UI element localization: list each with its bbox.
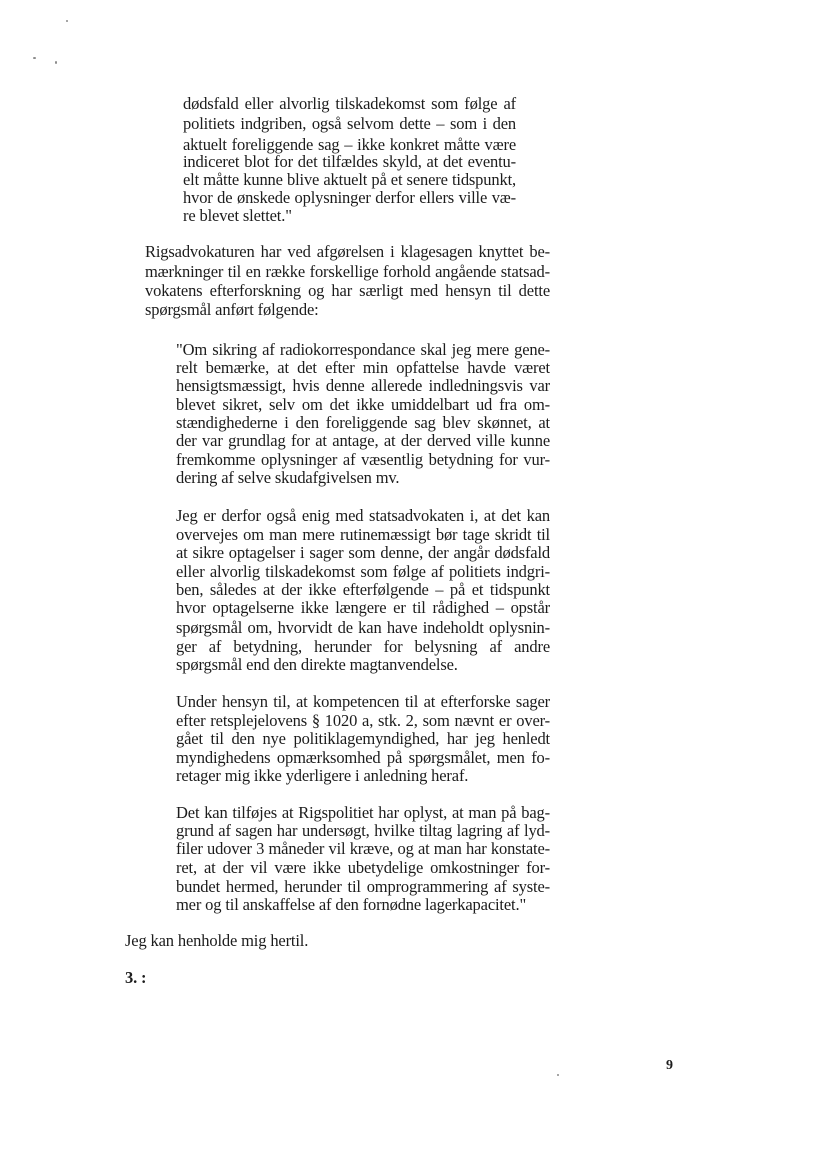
text-line: relt bemærke, at det efter min opfattelse havde været: [176, 358, 550, 377]
text-line: hvor de ønskede oplysninger derfor ellers ville væ-: [183, 188, 516, 207]
text-line: der var grundlag for at antage, at der derved ville kunne: [176, 431, 550, 450]
text-line: hensigtsmæssigt, hvis denne allerede indledningsvis var: [176, 376, 550, 395]
text-line: at sikre optagelser i sager som denne, der angår dødsfald: [176, 543, 550, 562]
text-line: eller alvorlig tilskadekomst som følge af politiets indgri-: [176, 562, 550, 581]
text-line: indiceret blot for det tilfældes skyld, at det eventu-: [183, 152, 516, 171]
text-line: filer udover 3 måneder vil kræve, og at man har konstate-: [176, 839, 550, 858]
text-line: dødsfald eller alvorlig tilskadekomst som følge af: [183, 94, 516, 113]
text-line: stændighederne i den foreliggende sag blev skønnet, at: [176, 413, 550, 432]
section-heading: 3. :: [125, 968, 147, 987]
scan-speck: [557, 1074, 559, 1076]
text-line: spørgsmål anført følgende:: [145, 300, 319, 319]
text-line: blevet sikret, selv om det ikke umiddelbart ud fra om-: [176, 395, 550, 414]
text-line: ger af betydning, herunder for belysning af andre: [176, 637, 550, 656]
text-line: Under hensyn til, at kompetencen til at efterforske sager: [176, 692, 550, 711]
text-line: re blevet slettet.": [183, 206, 292, 225]
scan-speck: [66, 20, 68, 22]
text-line: hvor optagelserne ikke længere er til rådighed – opstår: [176, 598, 550, 617]
text-line: mer og til anskaffelse af den fornødne lagerkapacitet.": [176, 895, 527, 914]
text-line: bundet hermed, herunder til omprogrammering af syste-: [176, 877, 550, 896]
scan-speck: [33, 57, 36, 59]
text-line: overvejes om man mere rutinemæssigt bør tage skridt til: [176, 525, 550, 544]
text-line: vokatens efterforskning og har særligt med hensyn til dette: [145, 281, 550, 300]
text-line: spørgsmål om, hvorvidt de kan have indeholdt oplysnin-: [176, 618, 550, 637]
text-line: politiets indgriben, også selvom dette – som i den: [183, 114, 516, 133]
closing-sentence: Jeg kan henholde mig hertil.: [125, 931, 309, 950]
text-line: aktuelt foreliggende sag – ikke konkret måtte være: [183, 135, 516, 154]
page-number: 9: [666, 1058, 673, 1073]
text-line: ben, således at der ikke efterfølgende – på et tidspunkt: [176, 580, 550, 599]
text-line: spørgsmål end den direkte magtanvendelse.: [176, 655, 458, 674]
text-line: retager mig ikke yderligere i anledning heraf.: [176, 766, 469, 785]
text-line: myndighedens opmærksomhed på spørgsmålet, men fo-: [176, 748, 550, 767]
text-line: Det kan tilføjes at Rigspolitiet har oplyst, at man på bag-: [176, 803, 550, 822]
text-line: mærkninger til en række forskellige forhold angående statsad-: [145, 262, 550, 281]
text-line: efter retsplejelovens § 1020 a, stk. 2, som nævnt er over-: [176, 711, 550, 730]
text-line: grund af sagen har undersøgt, hvilke tiltag lagring af lyd-: [176, 821, 550, 840]
text-line: gået til den nye politiklagemyndighed, har jeg henledt: [176, 729, 550, 748]
text-line: Jeg er derfor også enig med statsadvokaten i, at det kan: [176, 506, 550, 525]
text-line: fremkomme oplysninger af væsentlig betydning for vur-: [176, 450, 550, 469]
text-line: elt måtte kunne blive aktuelt på et senere tidspunkt,: [183, 170, 516, 189]
text-line: Rigsadvokaturen har ved afgørelsen i klagesagen knyttet be-: [145, 242, 550, 261]
text-line: ret, at der vil være ikke ubetydelige omkostninger for-: [176, 858, 550, 877]
text-line: "Om sikring af radiokorrespondance skal jeg mere gene-: [176, 340, 550, 359]
text-line: dering af selve skudafgivelsen mv.: [176, 468, 400, 487]
scan-speck: [55, 61, 57, 64]
